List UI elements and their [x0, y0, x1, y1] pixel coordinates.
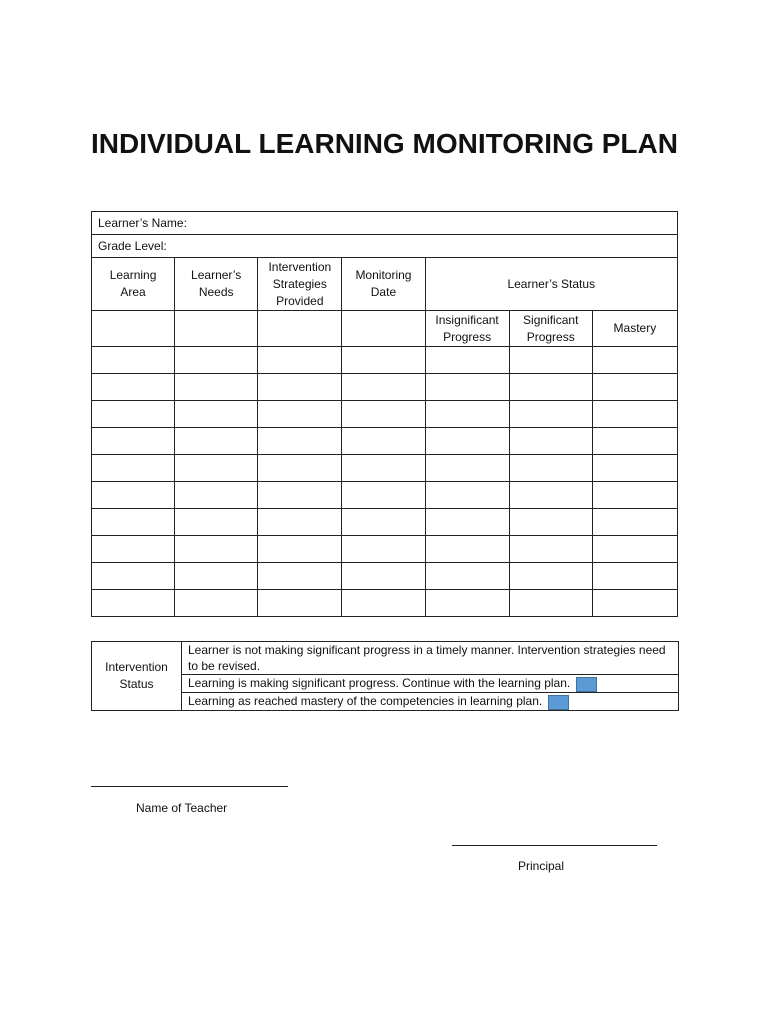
- blank-cell[interactable]: [425, 428, 509, 455]
- blank-cell[interactable]: [175, 509, 258, 536]
- blank-cell[interactable]: [175, 482, 258, 509]
- blank-cell[interactable]: [425, 590, 509, 617]
- blank-cell[interactable]: [258, 347, 342, 374]
- header-monitoring-date: [342, 258, 425, 311]
- learners-needs-text: Learner’s Needs: [191, 268, 242, 299]
- status-subheader-row: [92, 311, 678, 347]
- blue-swatch-icon: [576, 677, 597, 692]
- blank-row: [92, 482, 678, 509]
- blank-cell[interactable]: [425, 347, 509, 374]
- status-significant-progress: [509, 311, 592, 347]
- blank-cell[interactable]: [175, 455, 258, 482]
- status-option-text: Learning as reached mastery of the competencies in learning plan.: [188, 694, 543, 709]
- blank-cell[interactable]: [92, 536, 175, 563]
- blank-cell[interactable]: [425, 482, 509, 509]
- blank-cell[interactable]: [509, 428, 592, 455]
- blank-cell[interactable]: [342, 590, 425, 617]
- blank-cell[interactable]: [175, 428, 258, 455]
- blank-cell[interactable]: [592, 428, 677, 455]
- blue-swatch-icon: [548, 695, 569, 710]
- blank-cell[interactable]: [342, 563, 425, 590]
- blank-cell[interactable]: [175, 401, 258, 428]
- blank-cell[interactable]: [425, 401, 509, 428]
- blank-cell[interactable]: [425, 455, 509, 482]
- status-insignificant-progress: [425, 311, 509, 347]
- blank-cell[interactable]: [342, 455, 425, 482]
- teacher-signature-line[interactable]: [91, 786, 288, 787]
- principal-label: Principal: [518, 859, 565, 873]
- blank-cell[interactable]: [592, 482, 677, 509]
- blank-cell[interactable]: [175, 563, 258, 590]
- header-intervention-strategies: [258, 258, 342, 311]
- status-option-revise: [182, 642, 679, 675]
- blank-cell[interactable]: [425, 563, 509, 590]
- header-learning-area: [92, 258, 175, 311]
- monitoring-date-text: Monitoring Date: [355, 268, 412, 299]
- blank-row: [92, 374, 678, 401]
- blank-cell[interactable]: [342, 509, 425, 536]
- intervention-status-text: Intervention Status: [105, 660, 168, 691]
- intervention-strategies-text: Intervention Strategies Provided: [268, 259, 332, 308]
- blank-cell[interactable]: [592, 509, 677, 536]
- teacher-label: Name of Teacher: [136, 801, 228, 815]
- monitoring-table: [91, 211, 678, 617]
- blank-cell[interactable]: [175, 347, 258, 374]
- blank-cell[interactable]: [258, 563, 342, 590]
- significant-progress-text: Significant Progress: [523, 312, 579, 344]
- blank-cell[interactable]: [592, 536, 677, 563]
- blank-cell[interactable]: [258, 482, 342, 509]
- blank-cell[interactable]: [342, 428, 425, 455]
- blank-cell[interactable]: [509, 509, 592, 536]
- blank-cell[interactable]: [509, 590, 592, 617]
- blank-row: [92, 455, 678, 482]
- blank-cell[interactable]: [509, 482, 592, 509]
- subheader-blank-cell[interactable]: [258, 311, 342, 347]
- subheader-blank-cell[interactable]: [92, 311, 175, 347]
- blank-cell[interactable]: [175, 374, 258, 401]
- status-mastery: Mastery: [592, 311, 677, 347]
- header-learners-needs: [175, 258, 258, 311]
- grade-level-row: [92, 235, 678, 258]
- blank-cell[interactable]: [92, 455, 175, 482]
- intervention-status-table: [91, 641, 679, 711]
- document-title: INDIVIDUAL LEARNING MONITORING PLAN: [91, 128, 678, 159]
- blank-cell[interactable]: [175, 590, 258, 617]
- grade-level-label[interactable]: Grade Level:: [92, 235, 678, 258]
- blank-rows: [92, 347, 678, 617]
- blank-cell[interactable]: [92, 482, 175, 509]
- subheader-blank-cell[interactable]: [342, 311, 425, 347]
- blank-cell[interactable]: [258, 455, 342, 482]
- blank-cell[interactable]: [92, 563, 175, 590]
- blank-cell[interactable]: [509, 455, 592, 482]
- blank-cell[interactable]: [592, 347, 677, 374]
- blank-cell[interactable]: [592, 374, 677, 401]
- blank-cell[interactable]: [425, 509, 509, 536]
- blank-cell[interactable]: [92, 509, 175, 536]
- learning-area-text: Learning Area: [109, 268, 157, 299]
- blank-cell[interactable]: [92, 347, 175, 374]
- blank-cell[interactable]: [258, 536, 342, 563]
- blank-cell[interactable]: [92, 590, 175, 617]
- blank-row: [92, 509, 678, 536]
- subheader-blank-cell[interactable]: [175, 311, 258, 347]
- blank-cell[interactable]: [425, 374, 509, 401]
- blank-cell[interactable]: [509, 347, 592, 374]
- status-option-text: Learning is making significant progress. Continue with the learning plan.: [188, 676, 571, 691]
- status-option-continue: [182, 675, 679, 693]
- blank-cell[interactable]: [258, 374, 342, 401]
- blank-cell[interactable]: [258, 590, 342, 617]
- header-row: [92, 258, 678, 311]
- blank-cell[interactable]: [92, 428, 175, 455]
- blank-cell[interactable]: [92, 401, 175, 428]
- blank-cell[interactable]: [342, 374, 425, 401]
- blank-cell[interactable]: [258, 428, 342, 455]
- blank-cell[interactable]: [258, 509, 342, 536]
- blank-cell[interactable]: [175, 536, 258, 563]
- blank-row: [92, 401, 678, 428]
- intervention-status-label: [92, 642, 182, 711]
- blank-cell[interactable]: [342, 347, 425, 374]
- blank-cell[interactable]: [425, 536, 509, 563]
- blank-cell[interactable]: [92, 374, 175, 401]
- insignificant-progress-text: Insignificant Progress: [435, 312, 499, 344]
- blank-row: [92, 590, 678, 617]
- blank-row: [92, 563, 678, 590]
- blank-cell[interactable]: [592, 590, 677, 617]
- learner-name-label[interactable]: Learner’s Name:: [92, 212, 678, 235]
- blank-row: [92, 536, 678, 563]
- learner-name-row: [92, 212, 678, 235]
- blank-cell[interactable]: [342, 536, 425, 563]
- status-option-mastery: [182, 693, 679, 711]
- blank-cell[interactable]: [592, 563, 677, 590]
- blank-cell[interactable]: [509, 536, 592, 563]
- blank-cell[interactable]: [509, 563, 592, 590]
- blank-cell[interactable]: [592, 455, 677, 482]
- blank-cell[interactable]: [509, 401, 592, 428]
- blank-cell[interactable]: [342, 401, 425, 428]
- blank-row: [92, 428, 678, 455]
- blank-cell[interactable]: [509, 374, 592, 401]
- blank-cell[interactable]: [592, 401, 677, 428]
- blank-cell[interactable]: [258, 401, 342, 428]
- status-option-text: Learner is not making significant progress in a timely manner. Intervention strategies need to be revised.: [188, 643, 666, 673]
- principal-signature-line[interactable]: [452, 845, 657, 846]
- header-learners-status: Learner’s Status: [425, 258, 677, 311]
- blank-row: [92, 347, 678, 374]
- status-row: [92, 642, 679, 675]
- blank-cell[interactable]: [342, 482, 425, 509]
